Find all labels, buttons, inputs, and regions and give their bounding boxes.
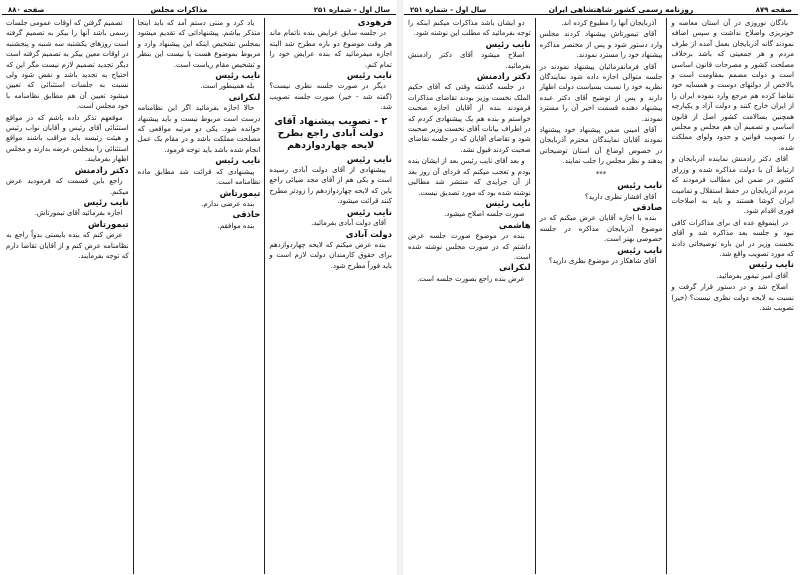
paragraph: آقای امینی ضمن پیشنهاد خود پیشنهاد نمودند آقایان نمایندگان محترم آذربایجان در خصوص اوضاع آن استان توضیحاتی بدهند و نظر مجلس را جلب نمایند. — [539, 126, 663, 166]
speaker-name: نایب رئیس — [617, 181, 663, 192]
speaker-name: نایب رئیس — [83, 197, 129, 208]
speaker-name: نایب رئیس — [748, 260, 794, 271]
right-page — [404, 0, 798, 575]
paragraph: در جلسه گذشته وقتی که آقای حکیم الملک نخست وزیر بودند تقاضای مذاکرات فرمودند بنده از آقایان اجازه صحبت خواستم و بنده هم یک پیشنهادی کردم که در اطراف بیانات آقای نخست وزیر صحبت شود و تقاضای آقایان که در جلسه تقاضای صحبت کردند قبول نشد. — [407, 83, 531, 154]
paragraph: آذربایجان آنها را مطبوع کرده اند. — [561, 19, 657, 27]
speaker-name: فرهودی — [357, 18, 392, 28]
columns — [404, 18, 798, 574]
paragraph: آقای فرمانفرمائیان پیشنهاد نمودند در جلسه متوالی اجازه داده شود نمایندگان نظریه خود را نسبت بسیاست دولت اظهار دارند و پس از توضیح آقای دکتر عبده پیشنهاد دهنده قسمت اخیر آن را مسترد نمودند. — [539, 62, 663, 123]
paragraph: آقای افشار نظری دارید؟ — [584, 192, 657, 201]
paragraph: آقای تیمورتاش پیشنهاد کردند مجلس وارد دستور شود و پس از مختصر مذاکره پیشنهاد خود را مسترد نمودند. — [539, 30, 663, 60]
speaker-name: تیمورتاش — [87, 219, 129, 230]
paragraph: بله همینطور است. — [200, 82, 255, 91]
paragraph: تصمیم گرفتن که اوقات عمومی جلسات رسمی باشد آنها را بیکر به تصمیم گرفته است روزهای یکشنبه سه شنبه و پنجشنبه در اوقات معین بیکر به تصمیم گرفته است دیگر تجدید تصمیم لازم نیست مگر این که احتیاج به تجدید باشد و نقض شود ولی نسبت به جلسات استثنائی که تعیین میشود تعیین آن هم مطابق نظامنامه با خود مجلس است. — [5, 19, 129, 111]
paragraph: دو ایشان باشد مذاکرات میکنم اینکه را توجه بفرمائید که مطلب این نوشته شود. — [407, 19, 531, 38]
paragraph: دیگر در صورت جلسه نظری نیست؟ (گفته شد - خیر) صورت جلسه تصویب شد. — [269, 82, 392, 112]
paragraph: پیشنهادی که قرائت شد مطابق ماده نظامنامه است. — [137, 167, 261, 187]
speaker-name: دولت آبادی — [345, 229, 392, 240]
paragraph: حالا اجازه بفرمائید اگر این نظامنامه درست است مربوط نیست و باید پیشنهاد خوانده شود. یکی دو مرتبه مواقعی که مصلحت مملکت باشد و در مقام یک عمل انجام شده باشد باید توجه فرمود. — [137, 104, 261, 154]
speaker-name: لنکرانی — [228, 92, 261, 103]
speaker-name: لنکرانی — [499, 263, 531, 274]
speaker-name: نایب رئیس — [215, 156, 261, 167]
speaker-name: نایب رئیس — [617, 245, 663, 256]
paragraph: عرض بنده راجع بصورت جلسه است. — [417, 274, 525, 283]
paragraph: موقعهم تذکر داده باشم که در مواقع استثنائی آقای رئیس و آقایان نواب رئیس و هیئت رئیسه باید مراقب باشند مواقع استثنائی را بمجلس عرضه بدارند و مجلس اظهار بفرمایند. — [5, 113, 129, 164]
column — [133, 18, 265, 574]
paragraph: بنده با اجازه آقایان عرض میکنم که در موضوع آذربایجان مذاکره در جلسه خصوصی بهتر است. — [539, 214, 663, 244]
page-header — [404, 0, 798, 15]
page-gutter — [397, 0, 403, 575]
speaker-name: نایب رئیس — [346, 71, 392, 82]
page-number: صفحه ۸۸۰ — [8, 6, 45, 14]
speaker-name: دکتر رادمنش — [74, 165, 129, 176]
page-header — [2, 0, 396, 15]
left-page — [2, 0, 396, 575]
paragraph: بنده عرض میکنم که لایحه چهاردوازدهم برای حقوق کارمندان دولت لازم است و باید فوراً مطرح شود. — [269, 240, 392, 270]
paragraph: صورت جلسه اصلاح میشود. — [444, 210, 525, 219]
column — [404, 18, 535, 574]
section-title: ۲ - تصویب پیشنهاد آقای دولت آبادی راجع بطرح لایحه چهاردوازدهم — [274, 115, 388, 151]
paragraph: بادگان نوروزی در آن استان معاصه و خونریزی واصلاح نداشت و سپس اضافه نمودند گانه آذربایجان بعمل آمده از طرف مردم و هر جمعیتی که باشد برخلاف مصلحت کشور و مصرحات قانون اساسی است و دولت مصمم بمقاومت است و بالاخص از دولتهای دوست و همسایه خود تقاضا کرده هم مرجع وارد نموده ایران را از ایران خارج کنند و دولت آزاد و یکپارچه همچنین بسالامت کشور اصل از قانون اساسی و تصمیم آن هم مجلس و مجلس را تصویب قوانین و حدود ولوای مملکت شده. — [671, 19, 794, 152]
issue-number: سال اول - شماره ۲۵۱ — [313, 6, 390, 14]
column — [666, 18, 798, 574]
speaker-name: نایب رئیس — [485, 198, 531, 209]
paragraph: بنده در موضوع صورت جلسه عرض داشتم که در صورت مجلس نوشته شده است. — [407, 232, 531, 261]
speaker-name: نایب رئیس — [485, 39, 531, 50]
paragraph: آقای امیر تیمور بفرمائید. — [716, 271, 788, 280]
paragraph: در اینموقع عده ای برای مذاکرات کافی نبود و جلسه بعد مذاکره شد و آقای نخست وزیر در این باره توضیحاتی دادند که مورد تصویب واقع شد. — [671, 218, 794, 258]
speaker-name: دکتر رادمنش — [476, 72, 531, 83]
speaker-name: هاشمی — [498, 220, 531, 231]
paragraph: راجع باین قسمت که فرمودید عرض میکنم. — [5, 177, 129, 196]
columns — [2, 18, 396, 574]
speaker-name: حاذقی — [232, 210, 261, 221]
paragraph: اجازه بفرمائید آقای تیمورتاش. — [34, 209, 123, 218]
speaker-name: نایب رئیس — [215, 71, 261, 82]
paragraph: آقای دولت آبادی بفرمائید. — [311, 219, 386, 228]
paragraph: بنده موافقم. — [217, 221, 255, 230]
speaker-name: نایب رئیس — [346, 207, 392, 218]
paragraph: اصلاح میشود آقای دکتر رادمنش بفرمائید. — [407, 51, 531, 70]
paragraph: یاد کرد و منتی دستم آمد که باید اینجا متذکر بیاشم. پیشنهاداتی که تقدیم میشود بمجلس تشخیص اینکه این پیشنهاد وارد و مربوط بموضوع هست یا نیست این بنظر و تشخیص مقام ریاست است. — [137, 19, 261, 69]
speaker-name: تیمورتاش — [219, 188, 261, 199]
issue-number: سال اول - شماره ۲۵۱ — [410, 6, 487, 14]
paragraph: آقای شاهکار در موضوع نظری دارید؟ — [548, 256, 657, 265]
column — [264, 18, 396, 574]
paragraph: آقای دکتر رادمنش نماینده آذربایجان و ارتباط آن با دولت مذاکره شده و وزرای کشور در ضمن این مطالب فرمودند که مردم آذربایجان در حفظ استقلال و تمامیت ایران کوشا هستند و باید به اصلاحات فوری اقدام شود. — [671, 155, 794, 216]
paragraph: پیشنهادی از آقای دولت آبادی رسیده است و یکی هم از آقای مجد ضیائی راجع باین که لایحه چهاردوازدهم را زودتر مطرح کنند قرائت میشود. — [269, 166, 392, 206]
speaker-name: صادقی — [632, 202, 663, 213]
column — [2, 18, 133, 574]
paragraph: عرض کنم که بنده بایستی بدواً راجع به نظامنامه عرض کنم و از آقایان تقاضا دارم که توجه بفرمایند. — [5, 231, 129, 260]
separator: *** — [595, 169, 607, 178]
paragraph: و بعد آقای نایب رئیس بعد از ایشان بنده بودم و تعجب میکنم که فردای آن روز بعد از آن جرایدی که منتشر شد مطالبی نوشته شده بود که مورد تصدیق نیست. — [407, 157, 531, 197]
page-title: مذاکرات مجلس — [150, 5, 208, 14]
newspaper-title: روزنامه رسمی کشور شاهنشاهی ایران — [548, 5, 694, 14]
paragraph: در جلسه سابق عرایض بنده ناتمام ماند هر وقت موضوع دو باره مطرح شد البته اجازه میفرمائید که بنده عرایض خود را تمام کنم. — [269, 29, 392, 69]
page-number: صفحه ۸۷۹ — [755, 6, 792, 14]
paragraph: اصلاح شد و در دستور قرار گرفت و نسبت به لایحه دولت نظری نیست؟ (خیر) تصویب شد. — [671, 283, 794, 312]
speaker-name: نایب رئیس — [346, 154, 392, 165]
column — [535, 18, 667, 574]
paragraph: بنده عرضی ندارم. — [201, 199, 255, 208]
